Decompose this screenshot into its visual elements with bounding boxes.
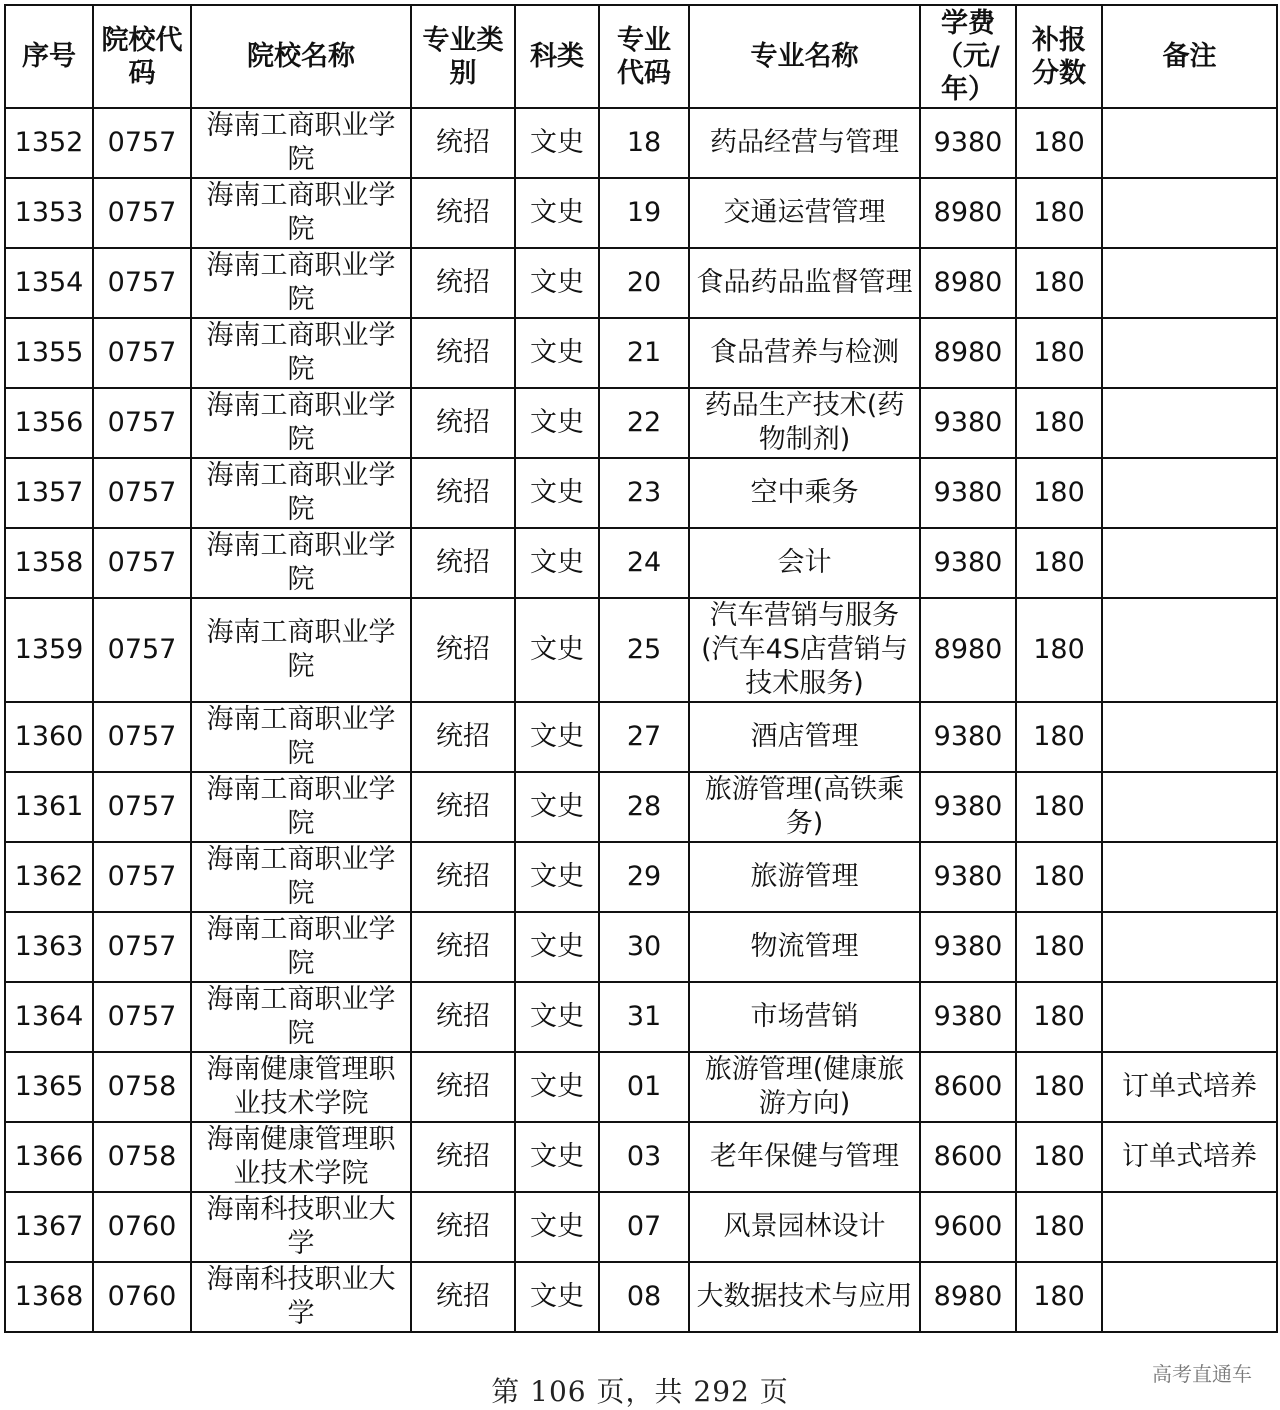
table-row [5, 982, 1277, 1052]
header-category: 专业类别 [411, 5, 515, 108]
cell-fee: 9380 [920, 458, 1016, 528]
cell-seq: 1363 [5, 912, 93, 982]
cell-category: 统招 [411, 772, 515, 842]
cell-score: 180 [1016, 1192, 1102, 1262]
cell-school-code: 0758 [93, 1122, 191, 1192]
table-row [5, 528, 1277, 598]
cell-category: 统招 [411, 248, 515, 318]
cell-school-code: 0760 [93, 1192, 191, 1262]
cell-subject: 文史 [515, 318, 599, 388]
table-row [5, 178, 1277, 248]
header-subject: 科类 [515, 5, 599, 108]
cell-note: 订单式培养 [1102, 1052, 1277, 1122]
cell-subject: 文史 [515, 842, 599, 912]
cell-school-code: 0757 [93, 178, 191, 248]
cell-subject: 文史 [515, 702, 599, 772]
cell-school-name: 海南健康管理职业技术学院 [191, 1122, 411, 1192]
cell-school-code: 0757 [93, 842, 191, 912]
cell-score: 180 [1016, 108, 1102, 178]
cell-fee: 9380 [920, 912, 1016, 982]
cell-category: 统招 [411, 388, 515, 458]
cell-subject: 文史 [515, 912, 599, 982]
cell-major-code: 07 [599, 1192, 689, 1262]
cell-fee: 9600 [920, 1192, 1016, 1262]
cell-major-name: 老年保健与管理 [689, 1122, 920, 1192]
cell-subject: 文史 [515, 1122, 599, 1192]
cell-school-name: 海南工商职业学院 [191, 108, 411, 178]
cell-major-name: 旅游管理 [689, 842, 920, 912]
cell-fee: 8600 [920, 1052, 1016, 1122]
table-row [5, 912, 1277, 982]
watermark-text: 高考直通车 [1152, 1362, 1252, 1386]
cell-major-code: 01 [599, 1052, 689, 1122]
cell-category: 统招 [411, 318, 515, 388]
cell-note [1102, 842, 1277, 912]
cell-score: 180 [1016, 388, 1102, 458]
cell-seq: 1356 [5, 388, 93, 458]
table-row [5, 458, 1277, 528]
cell-major-code: 22 [599, 388, 689, 458]
cell-note [1102, 598, 1277, 702]
cell-fee: 9380 [920, 388, 1016, 458]
cell-score: 180 [1016, 458, 1102, 528]
cell-major-name: 市场营销 [689, 982, 920, 1052]
cell-category: 统招 [411, 1122, 515, 1192]
cell-school-name: 海南工商职业学院 [191, 772, 411, 842]
cell-major-name: 旅游管理(高铁乘务) [689, 772, 920, 842]
cell-fee: 9380 [920, 842, 1016, 912]
admission-table [4, 4, 1278, 1333]
cell-fee: 8980 [920, 248, 1016, 318]
cell-subject: 文史 [515, 388, 599, 458]
cell-note [1102, 108, 1277, 178]
cell-score: 180 [1016, 318, 1102, 388]
cell-major-code: 18 [599, 108, 689, 178]
cell-fee: 8980 [920, 1262, 1016, 1332]
cell-major-code: 28 [599, 772, 689, 842]
cell-school-code: 0757 [93, 528, 191, 598]
cell-major-name: 物流管理 [689, 912, 920, 982]
cell-note [1102, 178, 1277, 248]
cell-school-code: 0757 [93, 772, 191, 842]
cell-school-name: 海南工商职业学院 [191, 912, 411, 982]
cell-score: 180 [1016, 842, 1102, 912]
cell-seq: 1355 [5, 318, 93, 388]
cell-school-name: 海南工商职业学院 [191, 178, 411, 248]
cell-score: 180 [1016, 598, 1102, 702]
cell-major-code: 19 [599, 178, 689, 248]
cell-school-name: 海南工商职业学院 [191, 982, 411, 1052]
cell-fee: 9380 [920, 772, 1016, 842]
table-row [5, 1192, 1277, 1262]
cell-major-name: 食品营养与检测 [689, 318, 920, 388]
cell-major-code: 21 [599, 318, 689, 388]
header-row [5, 5, 1277, 108]
cell-category: 统招 [411, 528, 515, 598]
table-row [5, 1122, 1277, 1192]
cell-school-name: 海南科技职业大学 [191, 1262, 411, 1332]
cell-subject: 文史 [515, 528, 599, 598]
cell-school-name: 海南工商职业学院 [191, 842, 411, 912]
cell-fee: 8980 [920, 318, 1016, 388]
cell-score: 180 [1016, 1052, 1102, 1122]
cell-subject: 文史 [515, 248, 599, 318]
cell-subject: 文史 [515, 1262, 599, 1332]
cell-school-code: 0757 [93, 458, 191, 528]
cell-category: 统招 [411, 842, 515, 912]
cell-category: 统招 [411, 912, 515, 982]
cell-fee: 9380 [920, 982, 1016, 1052]
cell-category: 统招 [411, 982, 515, 1052]
table-row [5, 772, 1277, 842]
cell-major-code: 31 [599, 982, 689, 1052]
cell-school-code: 0757 [93, 598, 191, 702]
cell-subject: 文史 [515, 458, 599, 528]
cell-subject: 文史 [515, 108, 599, 178]
cell-subject: 文史 [515, 1192, 599, 1262]
cell-school-name: 海南科技职业大学 [191, 1192, 411, 1262]
header-school-code: 院校代码 [93, 5, 191, 108]
header-major-code: 专业代码 [599, 5, 689, 108]
cell-school-name: 海南工商职业学院 [191, 702, 411, 772]
cell-major-code: 08 [599, 1262, 689, 1332]
page-footer: 第 106 页，共 292 页 [491, 1375, 789, 1408]
cell-note: 订单式培养 [1102, 1122, 1277, 1192]
cell-seq: 1366 [5, 1122, 93, 1192]
cell-fee: 9380 [920, 702, 1016, 772]
cell-major-name: 交通运营管理 [689, 178, 920, 248]
cell-subject: 文史 [515, 178, 599, 248]
header-major-name: 专业名称 [689, 5, 920, 108]
cell-school-code: 0757 [93, 318, 191, 388]
table-row [5, 842, 1277, 912]
cell-score: 180 [1016, 1262, 1102, 1332]
cell-major-name: 酒店管理 [689, 702, 920, 772]
cell-major-name: 食品药品监督管理 [689, 248, 920, 318]
table-row [5, 248, 1277, 318]
cell-subject: 文史 [515, 982, 599, 1052]
cell-fee: 9380 [920, 108, 1016, 178]
cell-note [1102, 982, 1277, 1052]
cell-major-code: 30 [599, 912, 689, 982]
cell-category: 统招 [411, 178, 515, 248]
cell-note [1102, 318, 1277, 388]
cell-score: 180 [1016, 178, 1102, 248]
cell-school-code: 0757 [93, 912, 191, 982]
cell-major-name: 药品经营与管理 [689, 108, 920, 178]
cell-school-code: 0757 [93, 982, 191, 1052]
cell-category: 统招 [411, 1262, 515, 1332]
cell-major-code: 24 [599, 528, 689, 598]
cell-score: 180 [1016, 982, 1102, 1052]
cell-note [1102, 912, 1277, 982]
cell-seq: 1354 [5, 248, 93, 318]
cell-category: 统招 [411, 702, 515, 772]
cell-major-code: 23 [599, 458, 689, 528]
table-row [5, 108, 1277, 178]
cell-major-name: 空中乘务 [689, 458, 920, 528]
cell-seq: 1360 [5, 702, 93, 772]
cell-major-name: 风景园林设计 [689, 1192, 920, 1262]
cell-score: 180 [1016, 912, 1102, 982]
cell-school-code: 0757 [93, 248, 191, 318]
cell-score: 180 [1016, 772, 1102, 842]
cell-school-name: 海南健康管理职业技术学院 [191, 1052, 411, 1122]
table-row [5, 1052, 1277, 1122]
table-row [5, 1262, 1277, 1332]
cell-fee: 8600 [920, 1122, 1016, 1192]
cell-category: 统招 [411, 1192, 515, 1262]
table-row [5, 318, 1277, 388]
cell-seq: 1352 [5, 108, 93, 178]
table-row [5, 388, 1277, 458]
cell-school-name: 海南工商职业学院 [191, 248, 411, 318]
cell-seq: 1368 [5, 1262, 93, 1332]
cell-note [1102, 248, 1277, 318]
cell-seq: 1365 [5, 1052, 93, 1122]
cell-seq: 1362 [5, 842, 93, 912]
cell-subject: 文史 [515, 1052, 599, 1122]
cell-category: 统招 [411, 108, 515, 178]
cell-major-code: 27 [599, 702, 689, 772]
cell-major-name: 旅游管理(健康旅游方向) [689, 1052, 920, 1122]
cell-seq: 1361 [5, 772, 93, 842]
cell-school-name: 海南工商职业学院 [191, 318, 411, 388]
cell-school-name: 海南工商职业学院 [191, 598, 411, 702]
cell-score: 180 [1016, 528, 1102, 598]
header-fee: 学费（元/年） [920, 5, 1016, 108]
cell-category: 统招 [411, 598, 515, 702]
header-note: 备注 [1102, 5, 1277, 108]
cell-major-name: 会计 [689, 528, 920, 598]
cell-seq: 1358 [5, 528, 93, 598]
cell-school-code: 0757 [93, 388, 191, 458]
cell-score: 180 [1016, 702, 1102, 772]
cell-note [1102, 702, 1277, 772]
cell-fee: 9380 [920, 528, 1016, 598]
cell-score: 180 [1016, 1122, 1102, 1192]
cell-note [1102, 1192, 1277, 1262]
cell-school-code: 0758 [93, 1052, 191, 1122]
table-row [5, 702, 1277, 772]
cell-seq: 1364 [5, 982, 93, 1052]
cell-major-code: 03 [599, 1122, 689, 1192]
cell-major-name: 汽车营销与服务(汽车4S店营销与技术服务) [689, 598, 920, 702]
cell-category: 统招 [411, 1052, 515, 1122]
cell-seq: 1353 [5, 178, 93, 248]
cell-category: 统招 [411, 458, 515, 528]
cell-major-code: 29 [599, 842, 689, 912]
cell-major-name: 大数据技术与应用 [689, 1262, 920, 1332]
header-seq: 序号 [5, 5, 93, 108]
cell-school-name: 海南工商职业学院 [191, 528, 411, 598]
cell-major-code: 20 [599, 248, 689, 318]
cell-school-code: 0757 [93, 702, 191, 772]
cell-seq: 1367 [5, 1192, 93, 1262]
cell-seq: 1359 [5, 598, 93, 702]
cell-seq: 1357 [5, 458, 93, 528]
cell-note [1102, 1262, 1277, 1332]
cell-note [1102, 528, 1277, 598]
cell-note [1102, 772, 1277, 842]
cell-fee: 8980 [920, 598, 1016, 702]
cell-fee: 8980 [920, 178, 1016, 248]
cell-school-code: 0757 [93, 108, 191, 178]
cell-school-code: 0760 [93, 1262, 191, 1332]
cell-note [1102, 458, 1277, 528]
table-row [5, 598, 1277, 702]
cell-major-name: 药品生产技术(药物制剂) [689, 388, 920, 458]
header-school-name: 院校名称 [191, 5, 411, 108]
cell-subject: 文史 [515, 598, 599, 702]
cell-note [1102, 388, 1277, 458]
header-score: 补报分数 [1016, 5, 1102, 108]
cell-major-code: 25 [599, 598, 689, 702]
cell-subject: 文史 [515, 772, 599, 842]
cell-score: 180 [1016, 248, 1102, 318]
cell-school-name: 海南工商职业学院 [191, 458, 411, 528]
cell-school-name: 海南工商职业学院 [191, 388, 411, 458]
